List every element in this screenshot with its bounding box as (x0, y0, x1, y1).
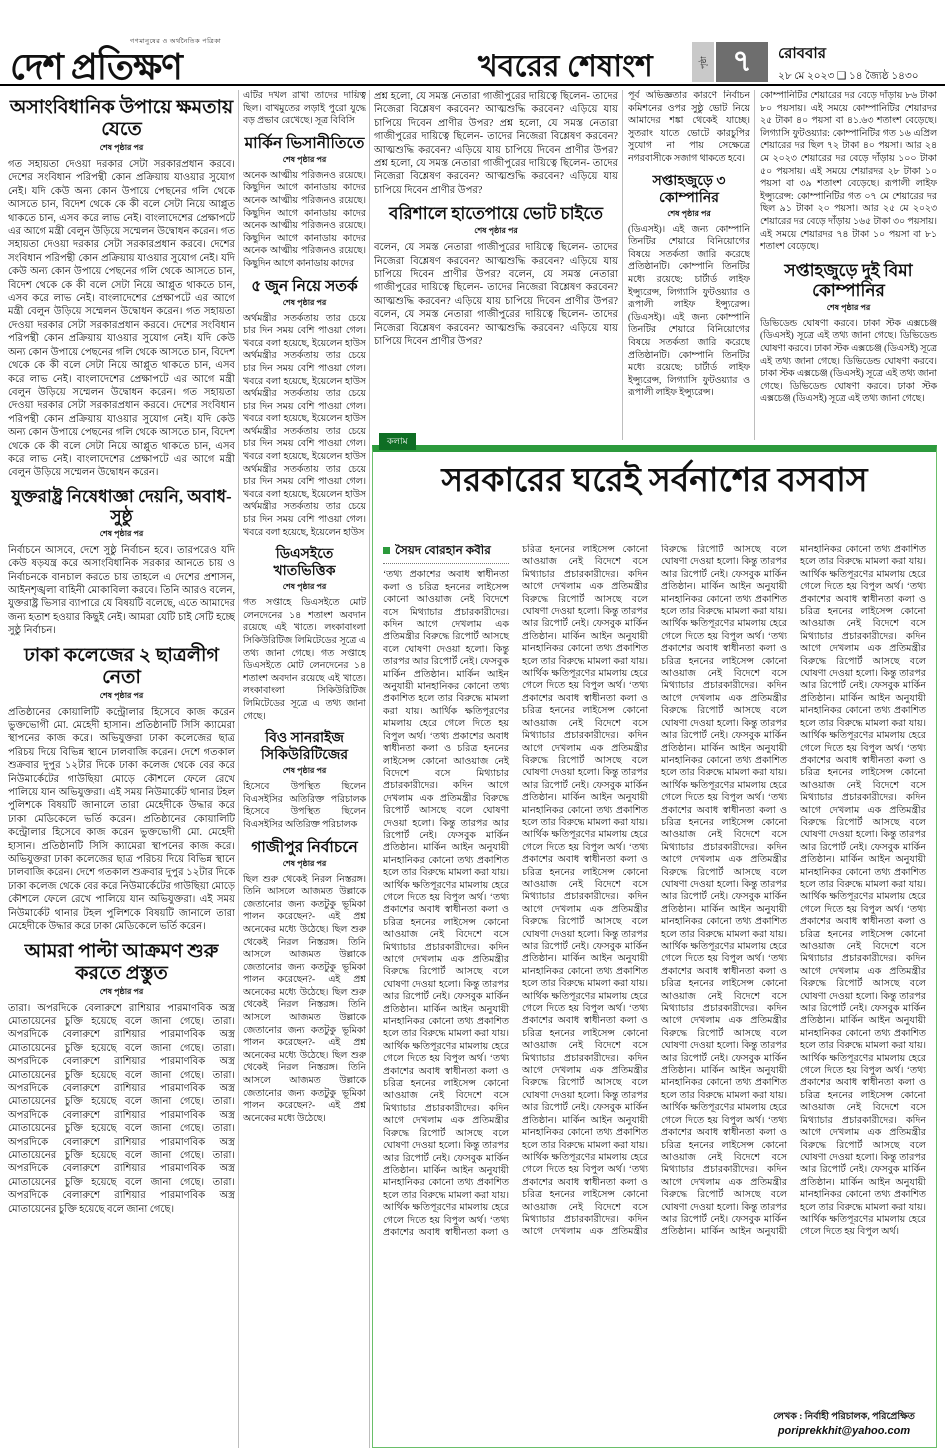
article-gazipur-election (243, 839, 366, 1126)
article-body: কোম্পানিটির শেয়ারের দর বেড়ে দাঁড়ায় ৮৬ টাকা ৮০ পয়সায়। এই সময়ে কোম্পানিটির শেয়ারদর ২৫ টাকা ৪০ পয়সা বা ৪১.৬৩ শতাংশ বেড়েছে। লিগ্যাসি ফুটওয়্যার: কোম্পানিটির গত ১৬ এপ্রিল শেয়ারের দর ছিল ৭২ টাকা ৪০ পয়সা। আর ২৪ মে ২০২৩ শেয়ারের দর বেড়ে দাঁড়ায় ১০০ টাকা ৫০ পয়সায়। এই সময়ে শেয়ারদর ২৮ টাকা ১০ পয়সা বা ৩৯ শতাংশ বেড়েছে। রূপালী লাইফ ইন্স্যুরেন্স: কোম্পানিটির গত ০৭ মে শেয়ারের দর ছিল ৯১ টাকা ২০ পয়সা। আর ২৫ মে ২০২৩ শেয়ারের দর বেড়ে দাঁড়ায় ১৬৫ টাকা ৩০ পয়সায়। এই সময়ে শেয়ারদর ৭৪ টাকা ১০ পয়সা বা ৮১ শতাংশ বেড়েছে। (760, 91, 937, 253)
article-headline: ৫ জুন নিয়ে সতর্ক (251, 277, 358, 295)
article-headline: বরিশালে হাতেপায়ে ভোট চাইতে (389, 204, 603, 224)
article-body: হিসেবে উপস্থিত ছিলেন বিএসইসির অতিরিক্ত পরিচালক হিসেবে উপস্থিত ছিলেন বিএসইসির অতিরিক্ত পরিচালক (243, 782, 366, 830)
article-body: প্রশ্ন হলো, যে সমস্ত নেতারা গাজীপুরের দায়িত্বে ছিলেন- তাদের নিজেরা বিশ্লেষণ করবেন? আত্মশুদ্ধি করবেন? এড়িয়ে যায় চাপিয়ে দিবেন প্রাণীর উপর? প্রশ্ন হলো, যে সমস্ত নেতারা গাজীপুরের দায়িত্বে ছিলেন- তাদের নিজেরা বিশ্লেষণ করবেন? আত্মশুদ্ধি করবেন? এড়িয়ে যায় চাপিয়ে দিবেন প্রাণীর উপর? প্রশ্ন হলো, যে সমস্ত নেতারা গাজীপুরের দায়িত্বে ছিলেন- তাদের নিজেরা বিশ্লেষণ করবেন? আত্মশুদ্ধি করবেন? এড়িয়ে যায় চাপিয়ে দিবেন প্রাণীর উপর? (374, 91, 618, 196)
article-body: গত সহায়তা দেওয়া দরকার সেটা সরকারপ্রধান করবে। দেশের সংবিধান পরিপন্থী কোন প্রক্রিয়ায় যাওয়ার সুযোগ নেই। যদি কেউ অন্য কোন উপায়ে পেছনের গলি থেকে আসতে চান, বিদেশ থেকে কে কী বলে সেটা নিয়ে আপ্লুত থাকতে চান, এসব করে লাভ নেই। বাংলাদেশের প্রেক্ষাপটে এর আগে মন্ত্রী বেলুন উড়িয়ে সম্মেলন উদ্বোধন করেন। গত সহায়তা দেওয়া দরকার সেটা সরকারপ্রধান করবে। দেশের সংবিধান পরিপন্থী কোন প্রক্রিয়ায় যাওয়ার সুযোগ নেই। যদি কেউ অন্য কোন উপায়ে পেছনের গলি থেকে আসতে চান, বিদেশ থেকে কে কী বলে সেটা নিয়ে আপ্লুত থাকতে চান, এসব করে লাভ নেই। বাংলাদেশের প্রেক্ষাপটে এর আগে মন্ত্রী বেলুন উড়িয়ে সম্মেলন উদ্বোধন করেন। গত সহায়তা দেওয়া দরকার সেটা সরকারপ্রধান করবে। দেশের সংবিধান পরিপন্থী কোন প্রক্রিয়ায় যাওয়ার সুযোগ নেই। যদি কেউ অন্য কোন উপায়ে পেছনের গলি থেকে আসতে চান, বিদেশ থেকে কে কী বলে সেটা নিয়ে আপ্লুত থাকতে চান, এসব করে লাভ নেই। বাংলাদেশের প্রেক্ষাপটে এর আগে মন্ত্রী বেলুন উড়িয়ে সম্মেলন উদ্বোধন করেন। গত সহায়তা দেওয়া দরকার সেটা সরকারপ্রধান করবে। দেশের সংবিধান পরিপন্থী কোন প্রক্রিয়ায় যাওয়ার সুযোগ নেই। যদি কেউ অন্য কোন উপায়ে পেছনের গলি থেকে আসতে চান, বিদেশ থেকে কে কী বলে সেটা নিয়ে আপ্লুত থাকতে চান, এসব করে লাভ নেই। বাংলাদেশের প্রেক্ষাপটে এর আগে মন্ত্রী বেলুন উড়িয়ে সম্মেলন উদ্বোধন করেন। (8, 159, 235, 479)
continued-from-label: শেষ পৃষ্ঠার পর (282, 154, 327, 164)
page-number: ৭ (732, 44, 752, 78)
article-continuation (760, 90, 937, 254)
article-continuation (374, 90, 618, 197)
weekday: রোববার (778, 46, 826, 62)
article-barishal-vote-begging (374, 204, 618, 348)
continued-from-label: শেষ পৃষ্ঠার পর (99, 690, 144, 700)
article-headline: ঢাকা কলেজের ২ ছাত্রলীগ নেতা (24, 644, 219, 688)
section-title: খবরের শেষাংশ (478, 50, 653, 83)
column-4 (628, 90, 750, 440)
column-5 (760, 90, 937, 440)
article-body: প্রতিষ্ঠানের কোয়ালিটি কন্ট্রোলার হিসেবে কাজ করেন ভুক্তভোগী মো. মেহেদী হাসান। প্রতিষ্ঠানটি সিসি ক্যামেরা স্থাপনের কাজ করে। অভিযুক্তরা ঢাকা কলেজের ছাত্র পরিচয় দিয়ে বিভিন্ন স্থানে ঢালবাজি করেন। দেশে গতকাল শুক্রবার দুপুর ১২টার দিকে ঢাকা কলেজ থেকে বের করে নিউমার্কেটের গাউছিয়া মোড়ে কৌশলে ফেলে রেখে পালিয়ে যান অভিযুক্তরা। এই সময় নিউমার্কেট থানার টহল পুলিশকে বিষয়টি জানালে তারা মেহেদীকে উদ্ধার করে ঢাকা মেডিকেলে ভর্তি করেন। প্রতিষ্ঠানের কোয়ালিটি কন্ট্রোলার হিসেবে কাজ করেন ভুক্তভোগী মো. মেহেদী হাসান। প্রতিষ্ঠানটি সিসি ক্যামেরা স্থাপনের কাজ করে। অভিযুক্তরা ঢাকা কলেজের ছাত্র পরিচয় দিয়ে বিভিন্ন স্থানে ঢালবাজি করেন। দেশে গতকাল শুক্রবার দুপুর ১২টার দিকে ঢাকা কলেজ থেকে বের করে নিউমার্কেটের গাউছিয়া মোড়ে কৌশলে ফেলে রেখে পালিয়ে যান অভিযুক্তরা। এই সময় নিউমার্কেট থানার টহল পুলিশকে বিষয়টি জানালে তারা মেহেদীকে উদ্ধার করে ঢাকা মেডিকেলে ভর্তি করেন। (8, 706, 235, 933)
opinion-box (372, 436, 937, 1448)
author-email: poriprekkhit@yahoo.com (777, 1425, 911, 1437)
article-headline: সপ্তাহজুড়ে দুই বিমা কোম্পানির (784, 260, 913, 300)
article-body: গত সপ্তাহে ডিএসইতে মোট লেনদেনের ১৪ শতাংশ অবদান রয়েছে এই খাতে। লংকাবাংলা সিকিউরিটিজ লিমিটেডের সূত্রে এ তথ্য জানা গেছে। গত সপ্তাহে ডিএসইতে মোট লেনদেনের ১৪ শতাংশ অবদান রয়েছে এই খাতে। লংকাবাংলা সিকিউরিটিজ লিমিটেডের সূত্রে এ তথ্য জানা গেছে। (243, 598, 366, 722)
continued-from-label: শেষ পৃষ্ঠার পর (99, 143, 144, 152)
column-2 (243, 90, 366, 1448)
article-us-no-sanction (8, 487, 235, 638)
opinion-footer (764, 1408, 924, 1437)
opinion-kicker: কলাম (379, 433, 416, 450)
column-divider (238, 90, 239, 1448)
column-divider (622, 90, 623, 440)
article-three-companies-week (628, 173, 750, 400)
continued-from-label: শেষ পৃষ্ঠার পর (282, 766, 327, 776)
column-divider (369, 90, 370, 1448)
article-headline: সপ্তাহজুড়ে ৩ কোম্পানির (652, 173, 726, 206)
continued-from-label: শেষ পৃষ্ঠার পর (99, 986, 144, 996)
article-body: পূর্ব অভিজ্ঞতার কারণে নির্বাচন কমিশনের ওপর সুষ্ঠু ভোট নিয়ে আমাদের শঙ্কা থেকেই যাচ্ছে। সুতরাং যাতে ভোটে কারচুপির সুযোগ না পায় সেক্ষেত্রে নগরবাসীকে সজাগ থাকতে হবে। (628, 91, 750, 164)
article-body: অর্থমন্ত্রীর সতর্কতায় তার চেয়ে চার দিন সময় বেশি পাওয়া গেল। খবরে বলা হয়েছে, ইয়েলেন হাউস অর্থমন্ত্রীর সতর্কতায় তার চেয়ে চার দিন সময় বেশি পাওয়া গেল। খবরে বলা হয়েছে, ইয়েলেন হাউস অর্থমন্ত্রীর সতর্কতায় তার চেয়ে চার দিন সময় বেশি পাওয়া গেল। খবরে বলা হয়েছে, ইয়েলেন হাউস অর্থমন্ত্রীর সতর্কতায় তার চেয়ে চার দিন সময় বেশি পাওয়া গেল। খবরে বলা হয়েছে, ইয়েলেন হাউস অর্থমন্ত্রীর সতর্কতায় তার চেয়ে চার দিন সময় বেশি পাওয়া গেল। খবরে বলা হয়েছে, ইয়েলেন হাউস অর্থমন্ত্রীর সতর্কতায় তার চেয়ে চার দিন সময় বেশি পাওয়া গেল। খবরে বলা হয়েছে, ইয়েলেন হাউস (243, 313, 366, 538)
date-line: ২৮ মে ২০২৩ ❑ ১৪ জ্যৈষ্ঠ ১৪৩০ (778, 71, 919, 82)
opinion-headline: সরকারের ঘরেই সর্বনাশের বসবাস (441, 463, 868, 499)
opinion-body-text: ‘তথ্য প্রকাশের অবাধ স্বাধীনতা কলা ও চরিত্র হননের লাইসেন্স কোনো আওয়াজ নেই বিদেশে বসে মিথ্যাচার প্রচারকারীদের। কদিন আগে দেখলাম এক প্রতিমন্ত্রীর বিরুদ্ধে রিপোর্ট আসছে বলে ঘোষণা দেওয়া হলো। কিন্তু তারপর আর রিপোর্ট নেই। ফেসবুক মার্কিন প্রতিষ্ঠান। মার্কিন আইন অনুযায়ী মানহানিকর কোনো তথ্য প্রকাশিত হলে তার বিরুদ্ধে মামলা করা যায়। আর্থিক ক্ষতিপূরণের মামলায় হেরে গেলে দিতে হয় বিপুল অর্থ। ‘তথ্য প্রকাশের অবাধ স্বাধীনতা কলা ও চরিত্র হননের লাইসেন্স কোনো আওয়াজ নেই বিদেশে বসে মিথ্যাচার প্রচারকারীদের। কদিন আগে দেখলাম এক প্রতিমন্ত্রীর বিরুদ্ধে রিপোর্ট আসছে বলে ঘোষণা দেওয়া হলো। কিন্তু তারপর আর রিপোর্ট নেই। ফেসবুক মার্কিন প্রতিষ্ঠান। মার্কিন আইন অনুযায়ী মানহানিকর কোনো তথ্য প্রকাশিত হলে তার বিরুদ্ধে মামলা করা যায়। আর্থিক ক্ষতিপূরণের মামলায় হেরে গেলে দিতে হয় বিপুল অর্থ। ‘তথ্য প্রকাশের অবাধ স্বাধীনতা কলা ও চরিত্র হননের লাইসেন্স কোনো আওয়াজ নেই বিদেশে বসে মিথ্যাচার প্রচারকারীদের। কদিন আগে দেখলাম এক প্রতিমন্ত্রীর বিরুদ্ধে রিপোর্ট আসছে বলে ঘোষণা দেওয়া হলো। কিন্তু তারপর আর রিপোর্ট নেই। ফেসবুক মার্কিন প্রতিষ্ঠান। মার্কিন আইন অনুযায়ী মানহানিকর কোনো তথ্য প্রকাশিত হলে তার বিরুদ্ধে মামলা করা যায়। আর্থিক ক্ষতিপূরণের মামলায় হেরে গেলে দিতে হয় বিপুল অর্থ। ‘তথ্য প্রকাশের অবাধ স্বাধীনতা কলা ও চরিত্র হননের লাইসেন্স কোনো আওয়াজ নেই বিদেশে বসে মিথ্যাচার প্রচারকারীদের। কদিন আগে দেখলাম এক প্রতিমন্ত্রীর বিরুদ্ধে রিপোর্ট আসছে বলে ঘোষণা দেওয়া হলো। কিন্তু তারপর আর রিপোর্ট নেই। ফেসবুক মার্কিন প্রতিষ্ঠান। মার্কিন আইন অনুযায়ী মানহানিকর কোনো তথ্য প্রকাশিত হলে তার বিরুদ্ধে মামলা করা যায়। আর্থিক ক্ষতিপূরণের মামলায় হেরে গেলে দিতে হয় বিপুল অর্থ। ‘তথ্য প্রকাশের অবাধ স্বাধীনতা কলা ও চরিত্র হননের লাইসেন্স কোনো আওয়াজ নেই বিদেশে বসে মিথ্যাচার প্রচারকারীদের। কদিন আগে দেখলাম এক প্রতিমন্ত্রীর বিরুদ্ধে রিপোর্ট আসছে বলে ঘোষণা দেওয়া হলো। কিন্তু তারপর আর রিপোর্ট নেই। ফেসবুক মার্কিন প্রতিষ্ঠান। মার্কিন আইন অনুযায়ী মানহানিকর কোনো তথ্য প্রকাশিত হলে তার বিরুদ্ধে মামলা করা যায়। আর্থিক ক্ষতিপূরণের মামলায় হেরে গেলে দিতে হয় বিপুল অর্থ। ‘তথ্য প্রকাশের অবাধ স্বাধীনতা কলা ও চরিত্র হননের লাইসেন্স কোনো আওয়াজ নেই বিদেশে বসে মিথ্যাচার প্রচারকারীদের। কদিন আগে দেখলাম এক প্রতিমন্ত্রীর বিরুদ্ধে রিপোর্ট আসছে বলে ঘোষণা দেওয়া হলো। কিন্তু তারপর আর রিপোর্ট নেই। ফেসবুক মার্কিন প্রতিষ্ঠান। মার্কিন আইন অনুযায়ী মানহানিকর কোনো তথ্য প্রকাশিত হলে তার বিরুদ্ধে মামলা করা যায়। আর্থিক ক্ষতিপূরণের মামলায় হেরে গেলে দিতে হয় বিপুল অর্থ। ‘তথ্য প্রকাশের অবাধ স্বাধীনতা কলা ও চরিত্র হননের লাইসেন্স কোনো আওয়াজ নেই বিদেশে বসে মিথ্যাচার প্রচারকারীদের। কদিন আগে দেখলাম এক প্রতিমন্ত্রীর বিরুদ্ধে রিপোর্ট আসছে বলে ঘোষণা দেওয়া হলো। কিন্তু তারপর আর রিপোর্ট নেই। ফেসবুক মার্কিন প্রতিষ্ঠান। মার্কিন আইন অনুযায়ী মানহানিকর কোনো তথ্য প্রকাশিত হলে তার বিরুদ্ধে মামলা করা যায়। আর্থিক ক্ষতিপূরণের মামলায় হেরে গেলে দিতে হয় বিপুল অর্থ। ‘তথ্য প্রকাশের অবাধ স্বাধীনতা কলা ও চরিত্র হননের লাইসেন্স কোনো আওয়াজ নেই বিদেশে বসে মিথ্যাচার প্রচারকারীদের। কদিন আগে দেখলাম এক প্রতিমন্ত্রীর বিরুদ্ধে রিপোর্ট আসছে বলে ঘোষণা দেওয়া হলো। কিন্তু তারপর আর রিপোর্ট নেই। ফেসবুক মার্কিন প্রতিষ্ঠান। মার্কিন আইন অনুযায়ী মানহানিকর কোনো তথ্য প্রকাশিত হলে তার বিরুদ্ধে মামলা করা যায়। আর্থিক ক্ষতিপূরণের মামলায় হেরে গেলে দিতে হয় বিপুল অর্থ। ‘তথ্য প্রকাশের অবাধ স্বাধীনতা কলা ও চরিত্র হননের লাইসেন্স কোনো আওয়াজ নেই বিদেশে বসে মিথ্যাচার প্রচারকারীদের। কদিন আগে দেখলাম এক প্রতিমন্ত্রীর বিরুদ্ধে রিপোর্ট আসছে বলে ঘোষণা দেওয়া হলো। কিন্তু তারপর আর রিপোর্ট নেই। ফেসবুক মার্কিন প্রতিষ্ঠান। মার্কিন আইন অনুযায়ী মানহানিকর কোনো তথ্য প্রকাশিত হলে তার বিরুদ্ধে মামলা করা যায়। আর্থিক ক্ষতিপূরণের মামলায় হেরে গেলে দিতে হয় বিপুল অর্থ। ‘তথ্য প্রকাশের অবাধ স্বাধীনতা কলা ও চরিত্র হননের লাইসেন্স কোনো আওয়াজ নেই বিদেশে বসে মিথ্যাচার প্রচারকারীদের। কদিন আগে দেখলাম এক প্রতিমন্ত্রীর বিরুদ্ধে রিপোর্ট আসছে বলে ঘোষণা দেওয়া হলো। কিন্তু তারপর আর রিপোর্ট নেই। ফেসবুক মার্কিন প্রতিষ্ঠান। মার্কিন আইন অনুযায়ী মানহানিকর কোনো তথ্য প্রকাশিত হলে তার বিরুদ্ধে মামলা করা যায়। আর্থিক ক্ষতিপূরণের মামলায় হেরে গেলে দিতে হয় বিপুল অর্থ। ‘তথ্য প্রকাশের অবাধ স্বাধীনতা কলা ও চরিত্র হননের লাইসেন্স কোনো আওয়াজ নেই বিদেশে বসে মিথ্যাচার প্রচারকারীদের। কদিন আগে দেখলাম এক প্রতিমন্ত্রীর বিরুদ্ধে রিপোর্ট আসছে বলে ঘোষণা দেওয়া হলো। কিন্তু তারপর আর রিপোর্ট নেই। ফেসবুক মার্কিন প্রতিষ্ঠান। মার্কিন আইন অনুযায়ী মানহানিকর কোনো তথ্য প্রকাশিত হলে তার বিরুদ্ধে মামলা করা যায়। আর্থিক ক্ষতিপূরণের মামলায় হেরে গেলে দিতে হয় বিপুল অর্থ। ‘তথ্য প্রকাশের অবাধ স্বাধীনতা কলা ও চরিত্র হননের লাইসেন্স কোনো আওয়াজ নেই বিদেশে বসে মিথ্যাচার প্রচারকারীদের। কদিন আগে দেখলাম এক প্রতিমন্ত্রীর বিরুদ্ধে রিপোর্ট আসছে বলে ঘোষণা দেওয়া হলো। কিন্তু তারপর আর রিপোর্ট নেই। ফেসবুক মার্কিন প্রতিষ্ঠান। মার্কিন আইন অনুযায়ী মানহানিকর কোনো তথ্য প্রকাশিত হলে তার বিরুদ্ধে মামলা করা যায়। আর্থিক ক্ষতিপূরণের মামলায় হেরে গেলে দিতে হয় বিপুল অর্থ। ‘তথ্য প্রকাশের অবাধ স্বাধীনতা কলা ও চরিত্র হননের লাইসেন্স কোনো আওয়াজ নেই বিদেশে বসে মিথ্যাচার প্রচারকারীদের। কদিন আগে দেখলাম এক প্রতিমন্ত্রীর বিরুদ্ধে রিপোর্ট আসছে বলে ঘোষণা দেওয়া হলো। কিন্তু তারপর আর রিপোর্ট নেই। ফেসবুক মার্কিন প্রতিষ্ঠান। মার্কিন আইন অনুযায়ী মানহানিকর কোনো তথ্য প্রকাশিত হলে তার বিরুদ্ধে মামলা করা যায়। আর্থিক ক্ষতিপূরণের মামলায় হেরে গেলে দিতে হয় বিপুল অর্থ। ‘তথ্য প্রকাশের অবাধ স্বাধীনতা কলা ও চরিত্র হননের লাইসেন্স কোনো আওয়াজ নেই বিদেশে বসে মিথ্যাচার প্রচারকারীদের। কদিন আগে দেখলাম এক প্রতিমন্ত্রীর বিরুদ্ধে রিপোর্ট আসছে বলে ঘোষণা দেওয়া হলো। কিন্তু তারপর আর রিপোর্ট নেই। ফেসবুক মার্কিন প্রতিষ্ঠান। মার্কিন আইন অনুযায়ী মানহানিকর কোনো তথ্য প্রকাশিত হলে তার বিরুদ্ধে মামলা করা যায়। আর্থিক ক্ষতিপূরণের মামলায় হেরে গেলে দিতে হয় বিপুল অর্থ। ‘তথ্য প্রকাশের অবাধ স্বাধীনতা কলা ও চরিত্র হননের লাইসেন্স কোনো আওয়াজ নেই বিদেশে বসে মিথ্যাচার প্রচারকারীদের। কদিন আগে দেখলাম এক প্রতিমন্ত্রীর বিরুদ্ধে রিপোর্ট আসছে বলে ঘোষণা দেওয়া হলো। কিন্তু তারপর আর রিপোর্ট নেই। ফেসবুক মার্কিন প্রতিষ্ঠান। মার্কিন আইন অনুযায়ী মানহানিকর কোনো তথ্য প্রকাশিত হলে তার বিরুদ্ধে মামলা করা যায়। আর্থিক ক্ষতিপূরণের মামলায় হেরে গেলে দিতে হয় বিপুল অর্থ। ‘তথ্য প্রকাশের অবাধ স্বাধীনতা কলা ও চরিত্র হননের লাইসেন্স কোনো আওয়াজ নেই বিদেশে বসে মিথ্যাচার প্রচারকারীদের। কদিন আগে দেখলাম এক প্রতিমন্ত্রীর বিরুদ্ধে রিপোর্ট আসছে বলে ঘোষণা দেওয়া হলো। কিন্তু তারপর আর রিপোর্ট নেই। ফেসবুক মার্কিন প্রতিষ্ঠান। মার্কিন আইন অনুযায়ী মানহানিকর কোনো তথ্য প্রকাশিত হলে তার বিরুদ্ধে মামলা করা যায়। আর্থিক ক্ষতিপূরণের মামলায় হেরে গেলে দিতে হয় বিপুল অর্থ। ‘তথ্য প্রকাশের অবাধ স্বাধীনতা কলা ও চরিত্র হননের লাইসেন্স কোনো আওয়াজ নেই বিদেশে বসে মিথ্যাচার প্রচারকারীদের। কদিন আগে দেখলাম এক প্রতিমন্ত্রীর বিরুদ্ধে রিপোর্ট আসছে বলে ঘোষণা দেওয়া হলো। কিন্তু তারপর আর রিপোর্ট নেই। ফেসবুক মার্কিন প্রতিষ্ঠান। মার্কিন আইন অনুযায়ী মানহানিকর কোনো তথ্য প্রকাশিত হলে তার বিরুদ্ধে মামলা করা যায়। আর্থিক ক্ষতিপূরণের মামলায় হেরে গেলে দিতে হয় বিপুল অর্থ। (383, 545, 926, 1238)
article-headline: অসাংবিধানিক উপায়ে ক্ষমতায় যেতে (9, 97, 234, 140)
article-continuation (628, 90, 750, 166)
article-dhaka-college-leaders (8, 645, 235, 934)
article-body: ছিল শুরু থেকেই নিরল নিস্তরঙ্গ। তিনি আসলে আজমত উল্লাকে জেতানোর জন্য কতটুকু ভূমিকা পালন করেছেন?- এই প্রশ্ন অনেকের মধ্যে উঠেছে। ছিল শুরু থেকেই নিরল নিস্তরঙ্গ। তিনি আসলে আজমত উল্লাকে জেতানোর জন্য কতটুকু ভূমিকা পালন করেছেন?- এই প্রশ্ন অনেকের মধ্যে উঠেছে। ছিল শুরু থেকেই নিরল নিস্তরঙ্গ। তিনি আসলে আজমত উল্লাকে জেতানোর জন্য কতটুকু ভূমিকা পালন করেছেন?- এই প্রশ্ন অনেকের মধ্যে উঠেছে। ছিল শুরু থেকেই নিরল নিস্তরঙ্গ। তিনি আসলে আজমত উল্লাকে জেতানোর জন্য কতটুকু ভূমিকা পালন করেছেন?- এই প্রশ্ন অনেকের মধ্যে উঠেছে। (243, 874, 366, 1124)
continued-from-label: শেষ পৃষ্ঠার পর (99, 528, 144, 538)
article-body: বলেন, যে সমস্ত নেতারা গাজীপুরের দায়িত্বে ছিলেন- তাদের নিজেরা বিশ্লেষণ করবেন? আত্মশুদ্ধি করবেন? এড়িয়ে যায় চাপিয়ে দিবেন প্রাণীর উপর? বলেন, যে সমস্ত নেতারা গাজীপুরের দায়িত্বে ছিলেন- তাদের নিজেরা বিশ্লেষণ করবেন? আত্মশুদ্ধি করবেন? এড়িয়ে যায় চাপিয়ে দিবেন প্রাণীর উপর? বলেন, যে সমস্ত নেতারা গাজীপুরের দায়িত্বে ছিলেন- তাদের নিজেরা বিশ্লেষণ করবেন? আত্মশুদ্ধি করবেন? এড়িয়ে যায় চাপিয়ে দিবেন প্রাণীর উপর? (374, 242, 618, 348)
article-headline: বিও সানরাইজ সিকিউরিটিজের (260, 731, 349, 764)
column-divider (754, 90, 755, 440)
article-body: তারা। অপরদিকে বেলারুশে রাশিয়ার পারমাণবিক অস্ত্র মোতায়েনের চুক্তি হয়েছে বলে জানা গেছে। তারা। অপরদিকে বেলারুশে রাশিয়ার পারমাণবিক অস্ত্র মোতায়েনের চুক্তি হয়েছে বলে জানা গেছে। তারা। অপরদিকে বেলারুশে রাশিয়ার পারমাণবিক অস্ত্র মোতায়েনের চুক্তি হয়েছে বলে জানা গেছে। তারা। অপরদিকে বেলারুশে রাশিয়ার পারমাণবিক অস্ত্র মোতায়েনের চুক্তি হয়েছে বলে জানা গেছে। তারা। অপরদিকে বেলারুশে রাশিয়ার পারমাণবিক অস্ত্র মোতায়েনের চুক্তি হয়েছে বলে জানা গেছে। তারা। অপরদিকে বেলারুশে রাশিয়ার পারমাণবিক অস্ত্র মোতায়েনের চুক্তি হয়েছে বলে জানা গেছে। তারা। অপরদিকে বেলারুশে রাশিয়ার পারমাণবিক অস্ত্র মোতায়েনের চুক্তি হয়েছে বলে জানা গেছে। তারা। অপরদিকে বেলারুশে রাশিয়ার পারমাণবিক অস্ত্র মোতায়েনের চুক্তি হয়েছে বলে জানা গেছে। (8, 1002, 235, 1215)
article-us-visa-policy (243, 135, 366, 271)
column-3 (374, 90, 618, 440)
continued-from-label: শেষ পৃষ্ঠার পর (282, 582, 327, 592)
continued-from-label: শেষ পৃষ্ঠার পর (474, 226, 518, 236)
continued-from-label: শেষ পৃষ্ঠার পর (282, 297, 327, 307)
article-headline: মার্কিন ভিসানীতিতে (244, 134, 365, 152)
author-role: লেখক : নির্বাহী পরিচালক, পরিপ্রেক্ষিত (773, 1412, 915, 1422)
byline-bullet-icon (383, 547, 390, 554)
article-body: নির্বাচনে আসবে, দেশে সুষ্ঠু নির্বাচন হবে। তারপরেও যদি কেউ ষড়যন্ত্র করে অসাংবিধানিক সরকার আনতে চায় ও নির্বাচনকে বানচাল করতে চায় তাহলে এ দেশের প্রশাসন, আইনশৃঙ্খলা বাহিনী মোকাবিলা করবে। তিনি আরও বলেন, যুক্তরাষ্ট্র ভিসার ব্যাপারে যে বিষয়টি বলেছে, এতে আমাদের জন্য হতাশ হওয়ার কিছুই নেই। আমরা যেটি চাই সেটি হচ্ছে সুষ্ঠু নির্বাচন। (8, 544, 235, 637)
page-number-box (716, 42, 768, 82)
article-body: (ডিএসই)। এই জন্য কোম্পানি তিনটির শেয়ারে বিনিয়োগের বিষয়ে সতর্কতা জারি করেছে প্রতিষ্ঠানটি। কোম্পানি তিনটির মধ্যে রয়েছে: চার্টার্ড লাইফ ইন্স্যুরেন্স, লিগ্যাসি ফুটওয়্যার ও রূপালী লাইফ ইন্স্যুরেন্স। (ডিএসই)। এই জন্য কোম্পানি তিনটির শেয়ারে বিনিয়োগের বিষয়ে সতর্কতা জারি করেছে প্রতিষ্ঠানটি। কোম্পানি তিনটির মধ্যে রয়েছে: চার্টার্ড লাইফ ইন্স্যুরেন্স, লিগ্যাসি ফুটওয়্যার ও রূপালী লাইফ ইন্স্যুরেন্স। (628, 224, 750, 399)
article-counterattack-ready (8, 941, 235, 1217)
article-bo-sunrise-securities (243, 730, 366, 831)
article-unconstitutional-power (8, 97, 235, 480)
opinion-body-columns (383, 544, 926, 1439)
column-1 (8, 90, 235, 1448)
article-dse-sectorwise (243, 546, 366, 723)
page-header (0, 0, 945, 86)
continued-from-label: শেষ পৃষ্ঠার পর (667, 208, 711, 218)
page-label-box (692, 42, 714, 82)
article-body: অনেক আত্মীয় পরিজনও রয়েছে। কিছুদিন আগে কানাডায় কাদের অনেক আত্মীয় পরিজনও রয়েছে। কিছুদিন আগে কানাডায় কাদের অনেক আত্মীয় পরিজনও রয়েছে। কিছুদিন আগে কানাডায় কাদের অনেক আত্মীয় পরিজনও রয়েছে। কিছুদিন আগে কানাডায় কাদের (243, 170, 366, 269)
article-body: ডিভিডেন্ড ঘোষণা করবে। ঢাকা স্টক এক্সচেঞ্জ (ডিএসই) সূত্রে এই তথ্য জানা গেছে। ডিভিডেন্ড ঘোষণা করবে। ঢাকা স্টক এক্সচেঞ্জ (ডিএসই) সূত্রে এই তথ্য জানা গেছে। ডিভিডেন্ড ঘোষণা করবে। ঢাকা স্টক এক্সচেঞ্জ (ডিএসই) সূত্রে এই তথ্য জানা গেছে। ডিভিডেন্ড ঘোষণা করবে। ঢাকা স্টক এক্সচেঞ্জ (ডিএসই) সূত্রে এই তথ্য জানা গেছে। (760, 318, 937, 405)
masthead-title: দেশ প্রতিক্ষণ (10, 47, 182, 87)
page-label: পৃষ্ঠা (698, 55, 708, 69)
article-headline: যুক্তরাষ্ট্র নিষেধাজ্ঞা দেয়নি, অবাধ-সুষ্ঠু (11, 486, 232, 526)
continued-from-label: শেষ পৃষ্ঠার পর (282, 858, 327, 868)
masthead-tagline: গণমানুষের ও অর্থনৈতিক পত্রিকা (130, 38, 222, 45)
day-date-block (778, 42, 919, 86)
article-body: এটির দখল রাখা তাদের দায়িত্ব ছিল। বাখমুতের লড়াই পুরো যুদ্ধে বড় প্রভাব রেখেছে। সূত্র বিবিসি (243, 91, 366, 127)
byline-author: সৈয়দ বোরহান কবীর (395, 544, 491, 557)
article-june-5-warning (243, 278, 366, 540)
continued-from-label: শেষ পৃষ্ঠার পর (826, 302, 871, 312)
article-continuation (243, 90, 366, 128)
article-headline: গাজীপুর নির্বাচনে (251, 838, 358, 856)
opinion-byline (383, 544, 509, 564)
article-two-insurance-companies-week (760, 261, 937, 406)
article-headline: ডিএসইতে খাতভিত্তিক (273, 547, 336, 580)
article-headline: আমরা পাল্টা আক্রমণ শুরু করতে প্রস্তুত (24, 940, 219, 984)
